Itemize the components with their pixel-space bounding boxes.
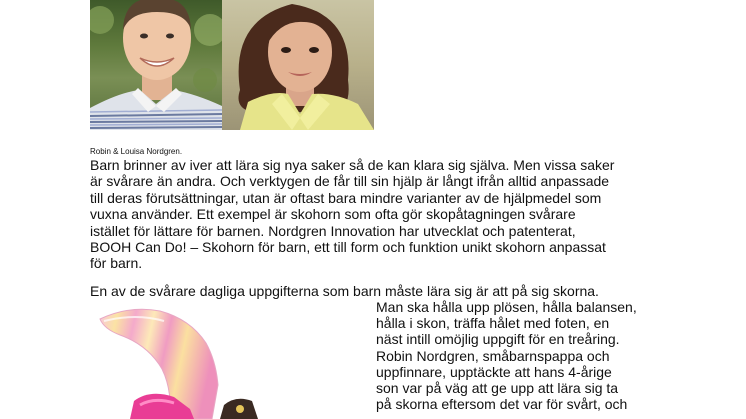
intro-line: vuxna använder. Ett exempel är skohorn som ofta gör skopåtagningen svårare xyxy=(90,206,576,223)
intro-line: för barn. xyxy=(90,255,143,272)
column-line: uppfinnare, upptäckte att hans 4-årige xyxy=(376,363,612,380)
photo-louisa-nordgren xyxy=(222,0,374,130)
portrait-woman-graphic xyxy=(222,0,374,130)
column-line: Robin Nordgren, småbarnspappa och xyxy=(376,347,610,364)
column-line: näst intill omöjlig uppgift för en treåring. xyxy=(376,331,620,348)
portrait-man-graphic xyxy=(90,0,222,130)
photo-caption: Robin & Louisa Nordgren. xyxy=(90,147,183,156)
product-image-shoehorn xyxy=(90,305,370,419)
column-line: son var på väg att ge upp att lära sig ta xyxy=(376,380,619,397)
column-line: på skorna eftersom det var för svårt, och xyxy=(376,396,628,413)
lead-sentence: En av de svårare dagliga uppgifterna som barn måste lära sig är att på sig skorna. xyxy=(90,283,599,299)
intro-line: Barn brinner av iver att lära sig nya saker så de kan klara sig själva. Men vissa saker xyxy=(90,157,615,173)
intro-line: till deras förutsättningar, utan är oftast bara mindre varianter av de hjälpmedel som xyxy=(90,189,602,206)
column-line: hålla i skon, träffa hålet med foten, en xyxy=(376,315,610,332)
intro-paragraph xyxy=(90,157,690,272)
intro-line: istället för lättare för barnen. Nordgren Innovation har utvecklat och patenterat, xyxy=(90,222,576,239)
photo-robin-nordgren xyxy=(90,0,222,130)
intro-line: är svårare än andra. Och verktygen de får till sin hjälp är långt ifrån alltid anpassade xyxy=(90,173,610,190)
intro-line: BOOH Can Do! – Skohorn för barn, ett till form och funktion unikt skohorn anpassat xyxy=(90,239,606,256)
column-line: Man ska hålla upp plösen, hålla balansen, xyxy=(376,299,637,315)
right-column-text xyxy=(376,299,706,412)
shoehorn-graphic xyxy=(90,305,370,419)
